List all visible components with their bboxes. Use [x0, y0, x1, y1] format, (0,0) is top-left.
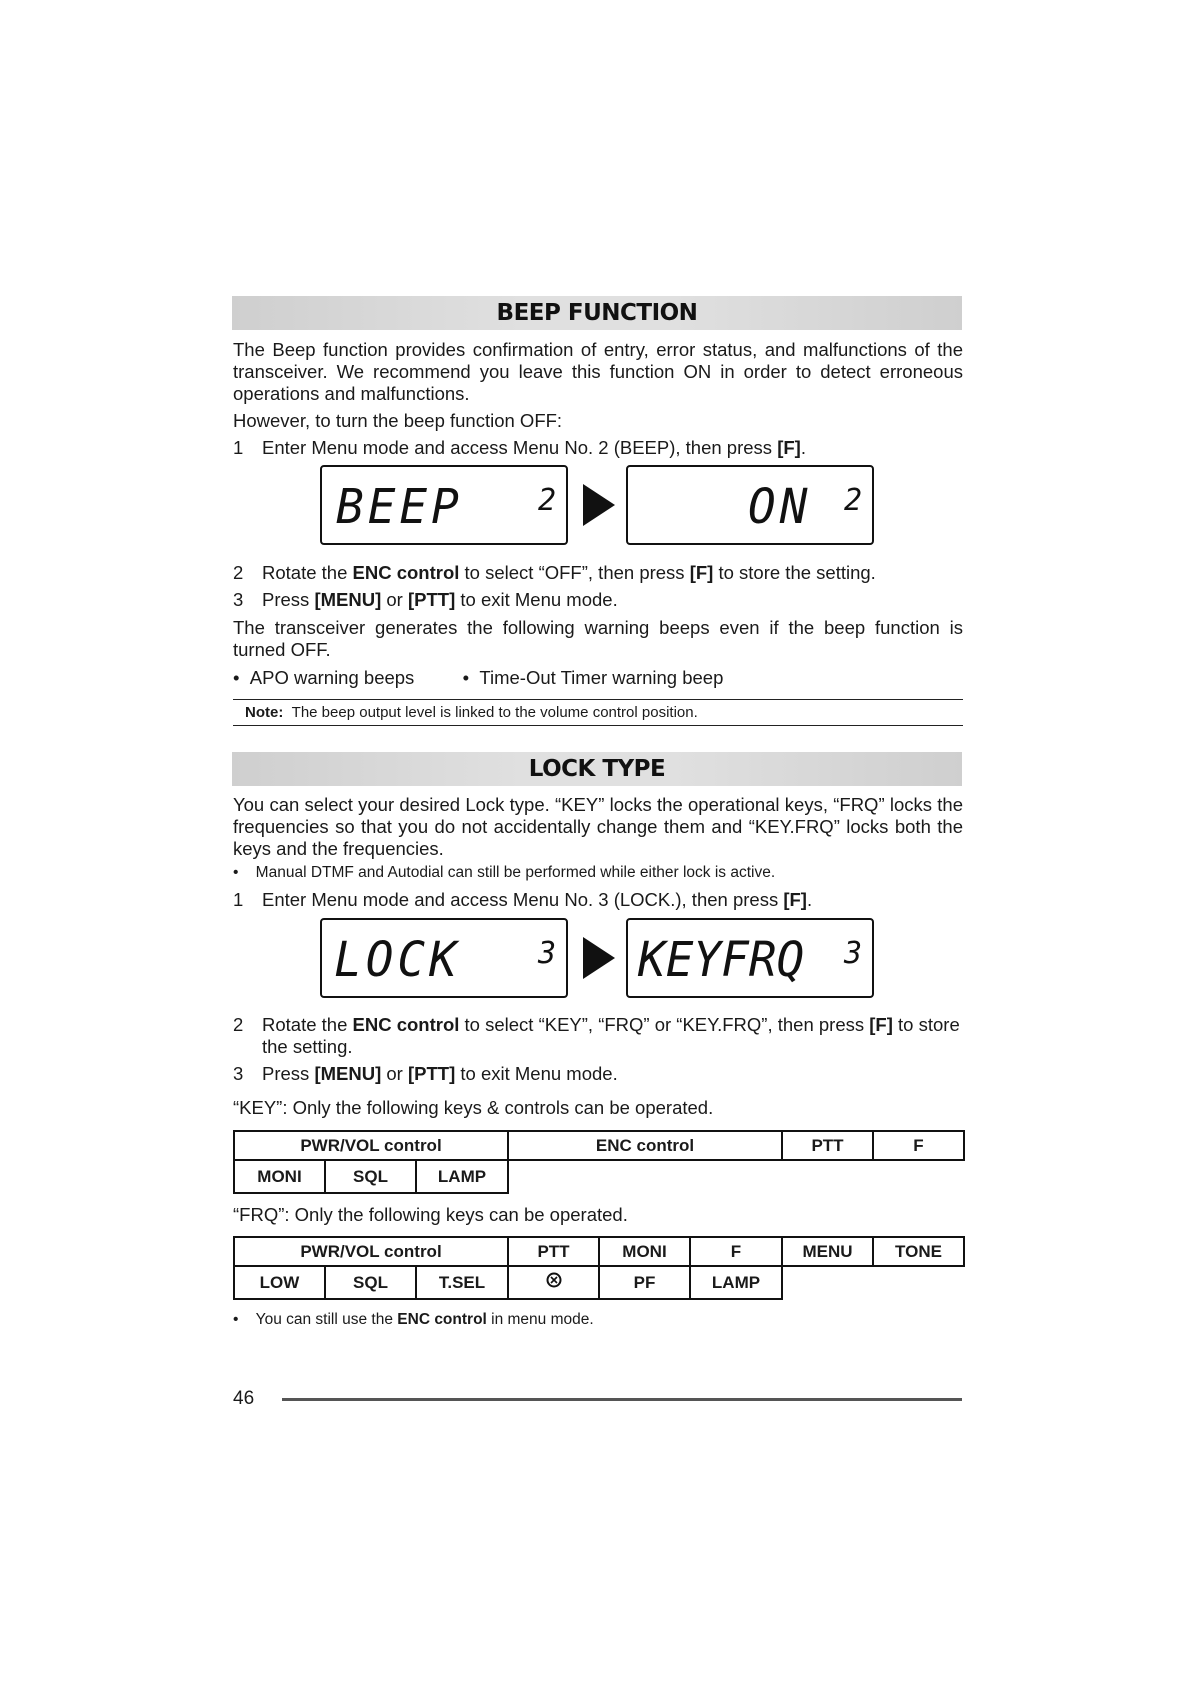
lcd-main-text: ON: [748, 477, 812, 535]
bullet-item: APO warning beeps: [249, 667, 415, 688]
lcd-main-text: BEEP: [336, 477, 463, 535]
arrow-right-icon: [583, 484, 615, 526]
bullet-text: You can still use the: [255, 1311, 398, 1328]
lcd-display-on: [626, 465, 874, 545]
step-number: 3: [233, 1063, 244, 1084]
monitor-symbol-icon: [545, 1271, 563, 1289]
bullet-icon: •: [462, 667, 470, 688]
key-label: [F]: [869, 1014, 893, 1035]
key-label: [F]: [783, 889, 807, 910]
frq-lock-table: [233, 1236, 965, 1300]
note-box: [233, 699, 963, 726]
monitor-key-icon: [508, 1266, 599, 1299]
page-number: 46: [233, 1388, 255, 1409]
arrow-right-icon: [583, 937, 615, 979]
lcd-main-text: KEYFRQ: [638, 930, 805, 988]
bullet-icon: •: [233, 864, 239, 881]
key-cell: PWR/VOL control: [234, 1131, 508, 1160]
key-cell: TONE: [873, 1237, 964, 1266]
key-cell: LOW: [234, 1266, 325, 1299]
step-text: Rotate the: [262, 562, 353, 583]
section-heading-beep: BEEP FUNCTION: [232, 296, 962, 330]
step-text: Press: [262, 1063, 315, 1084]
step-text: or: [381, 589, 408, 610]
key-cell: MONI: [599, 1237, 690, 1266]
key-cell: PWR/VOL control: [234, 1237, 508, 1266]
control-label: ENC control: [352, 1014, 460, 1035]
key-cell: SQL: [325, 1160, 416, 1193]
lcd-display-lock: [320, 918, 568, 998]
final-bullet: [233, 1309, 594, 1331]
key-cell: MENU: [782, 1237, 873, 1266]
step-text: to store the setting.: [713, 562, 876, 583]
bullet-icon: •: [233, 667, 240, 688]
beep-step-2: [233, 562, 963, 584]
lcd-menu-number: 3: [843, 936, 862, 971]
beep-intro: The Beep function provides confirmation of entry, error status, and malfunctions of the transceiver. We recommend you leave this function ON in order to detect erroneous operations and malfunctions.: [233, 339, 963, 404]
key-caption: “KEY”: Only the following keys & controls can be operated.: [233, 1097, 714, 1118]
key-cell: LAMP: [416, 1160, 508, 1193]
step-number: 2: [233, 562, 244, 583]
key-label: [MENU]: [314, 589, 382, 610]
beep-step-3: [233, 589, 963, 611]
beep-warning: The transceiver generates the following warning beeps even if the beep function is turned OFF.: [233, 617, 963, 660]
step-text: Enter Menu mode and access Menu No. 3 (LOCK.), then press: [262, 889, 784, 910]
lcd-menu-number: 2: [843, 483, 862, 518]
key-cell: PF: [599, 1266, 690, 1299]
bullet-item: Time-Out Timer warning beep: [479, 667, 724, 688]
footer-rule: [282, 1398, 962, 1401]
lock-intro: You can select your desired Lock type. “KEY” locks the operational keys, “FRQ” locks the frequencies so that you do not accidentally change them and “KEY.FRQ” locks both the keys and the frequencies.: [233, 794, 963, 859]
step-text: Enter Menu mode and access Menu No. 2 (BEEP), then press: [262, 437, 778, 458]
note-label: Note:: [245, 704, 284, 721]
step-text: to store the setting.: [262, 1014, 960, 1057]
lock-step-3: [233, 1063, 963, 1085]
lcd-menu-number: 3: [537, 936, 556, 971]
key-label: [F]: [689, 562, 714, 583]
step-number: 1: [233, 437, 244, 458]
key-cell: MONI: [234, 1160, 325, 1193]
lock-step-1: [233, 889, 963, 911]
step-text: to exit Menu mode.: [455, 1063, 618, 1084]
key-label: [PTT]: [407, 589, 456, 610]
step-text: .: [800, 437, 806, 458]
beep-however: However, to turn the beep function OFF:: [233, 410, 563, 431]
key-label: [MENU]: [314, 1063, 382, 1084]
key-cell: LAMP: [690, 1266, 782, 1299]
lcd-display-keyfrq: [626, 918, 874, 998]
step-text: Rotate the: [262, 1014, 353, 1035]
warning-bullet-list: [233, 667, 723, 689]
note-text: The beep output level is linked to the volume control position.: [291, 704, 698, 721]
beep-step-1: [233, 437, 963, 459]
bullet-text: in menu mode.: [486, 1311, 594, 1328]
step-text: or: [381, 1063, 408, 1084]
key-cell: F: [873, 1131, 964, 1160]
lock-bullet: [233, 862, 775, 884]
frq-caption: “FRQ”: Only the following keys can be operated.: [233, 1204, 628, 1225]
key-cell: PTT: [782, 1131, 873, 1160]
lcd-display-beep: [320, 465, 568, 545]
lcd-main-text: LOCK: [334, 930, 461, 988]
bullet-item: Manual DTMF and Autodial can still be performed while either lock is active.: [255, 864, 776, 881]
step-text: .: [806, 889, 813, 910]
key-label: [F]: [777, 437, 801, 458]
lock-step-2: [233, 1014, 963, 1058]
key-cell: F: [690, 1237, 782, 1266]
bullet-icon: •: [233, 1311, 239, 1328]
key-cell: SQL: [325, 1266, 416, 1299]
key-lock-table: [233, 1130, 965, 1194]
key-cell: T.SEL: [416, 1266, 508, 1299]
step-number: 2: [233, 1014, 244, 1035]
control-label: ENC control: [397, 1311, 487, 1328]
section-heading-lock: LOCK TYPE: [232, 752, 962, 786]
step-text: to select “OFF”, then press: [459, 562, 690, 583]
step-text: to select “KEY”, “FRQ” or “KEY.FRQ”, then press: [459, 1014, 870, 1035]
key-cell: ENC control: [508, 1131, 782, 1160]
step-text: Press: [262, 589, 315, 610]
lcd-menu-number: 2: [537, 483, 556, 518]
control-label: ENC control: [352, 562, 460, 583]
key-label: [PTT]: [407, 1063, 456, 1084]
step-number: 3: [233, 589, 244, 610]
step-number: 1: [233, 889, 244, 910]
key-cell: PTT: [508, 1237, 599, 1266]
step-text: to exit Menu mode.: [455, 589, 618, 610]
